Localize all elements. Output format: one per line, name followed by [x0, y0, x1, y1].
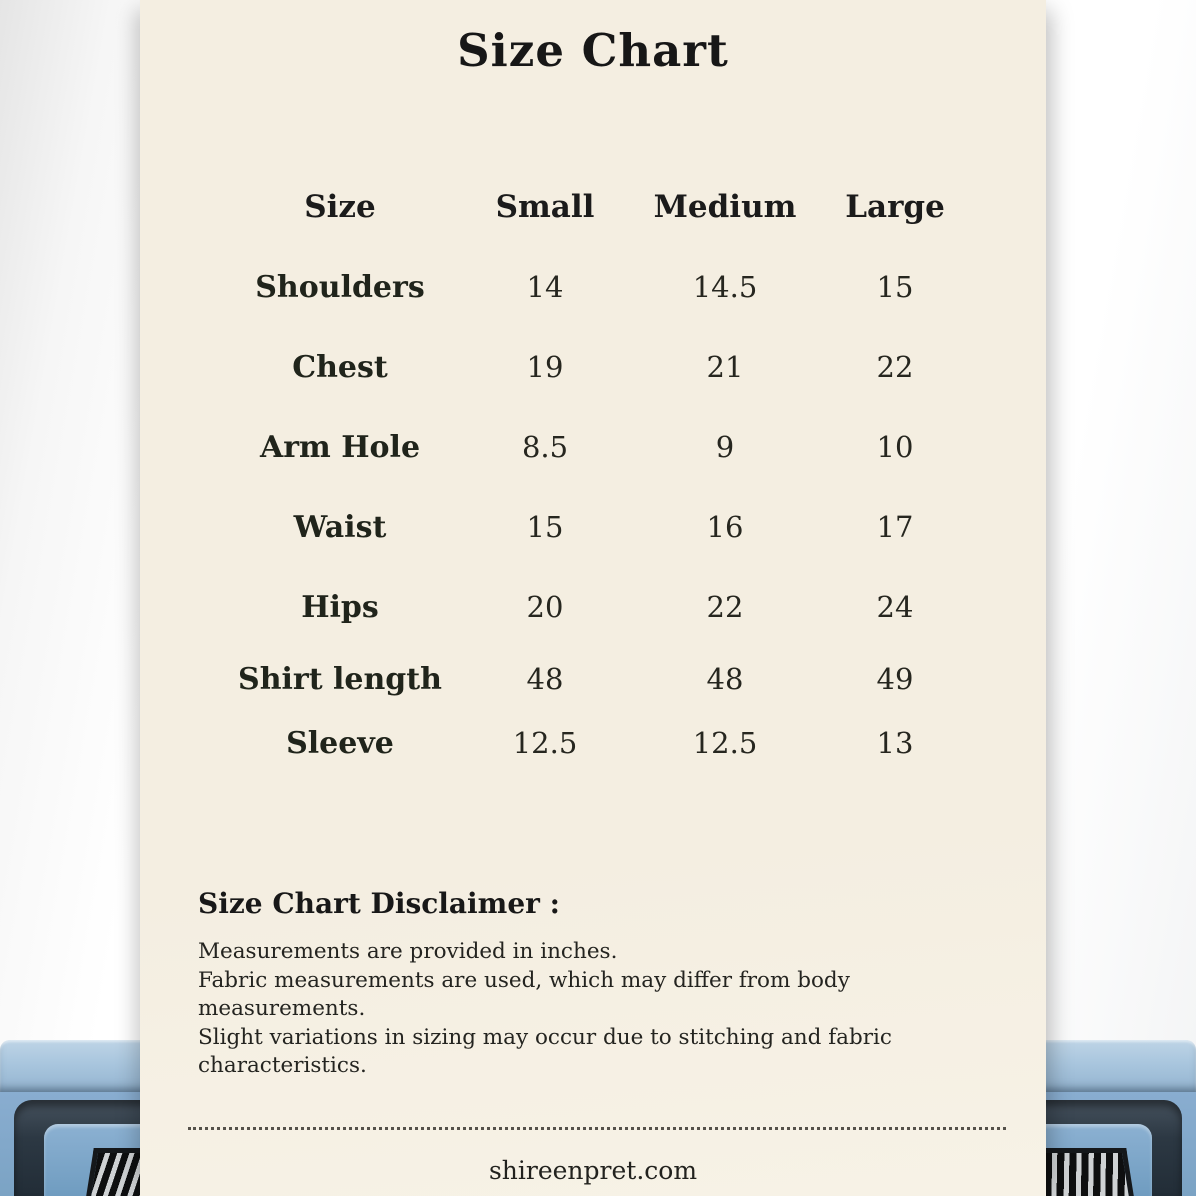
cell-value: 48	[706, 662, 744, 696]
cell-value: 10	[876, 430, 914, 464]
cell-value: 17	[876, 510, 914, 544]
cell-value: 49	[876, 662, 914, 696]
row-label: Hips	[301, 589, 379, 625]
size-chart-page	[140, 0, 1046, 1196]
disclaimer-line: Measurements are provided in inches.	[198, 939, 618, 964]
cell-value: 12.5	[512, 726, 578, 760]
cell-value: 15	[526, 510, 564, 544]
table-header-row	[230, 167, 1046, 247]
table-row	[230, 567, 1046, 647]
table-row	[230, 407, 1046, 487]
size-table	[230, 167, 1046, 775]
cell-value: 14.5	[692, 270, 758, 304]
disclaimer-heading: Size Chart Disclaimer :	[198, 887, 560, 920]
website-footer: shireenpret.com	[488, 1155, 698, 1185]
row-label: Chest	[292, 349, 388, 385]
page-title: Size Chart	[457, 24, 729, 77]
cell-value: 8.5	[521, 430, 569, 464]
row-label: Sleeve	[286, 725, 394, 761]
cell-value: 22	[876, 350, 914, 384]
cell-value: 24	[876, 590, 914, 624]
cell-value: 14	[526, 270, 564, 304]
row-label: Shoulders	[255, 269, 425, 305]
table-row	[230, 247, 1046, 327]
disclaimer-line: Fabric measurements are used, which may differ from body measurements.	[198, 967, 850, 1021]
cell-value: 16	[706, 510, 744, 544]
dotted-divider	[188, 1127, 1006, 1130]
cell-value: 15	[876, 270, 914, 304]
row-label: Arm Hole	[259, 429, 421, 465]
table-row	[230, 711, 1046, 775]
disclaimer-lines	[198, 938, 988, 1081]
cell-value: 48	[526, 662, 564, 696]
row-label: Shirt length	[238, 661, 442, 697]
cell-value: 20	[526, 590, 564, 624]
cell-value: 13	[876, 726, 914, 760]
table-row	[230, 327, 1046, 407]
column-header-large: Large	[845, 189, 945, 225]
cell-value: 21	[706, 350, 744, 384]
row-label: Waist	[293, 509, 387, 545]
cell-value: 9	[715, 430, 735, 464]
table-row	[230, 647, 1046, 711]
table-row	[230, 487, 1046, 567]
disclaimer-section	[198, 887, 988, 1081]
column-header-size: Size	[304, 189, 376, 225]
cell-value: 19	[526, 350, 564, 384]
disclaimer-line: Slight variations in sizing may occur due to stitching and fabric characteristics.	[198, 1024, 892, 1078]
cell-value: 22	[706, 590, 744, 624]
cell-value: 12.5	[692, 726, 758, 760]
column-header-small: Small	[495, 189, 595, 225]
column-header-medium: Medium	[653, 189, 797, 225]
